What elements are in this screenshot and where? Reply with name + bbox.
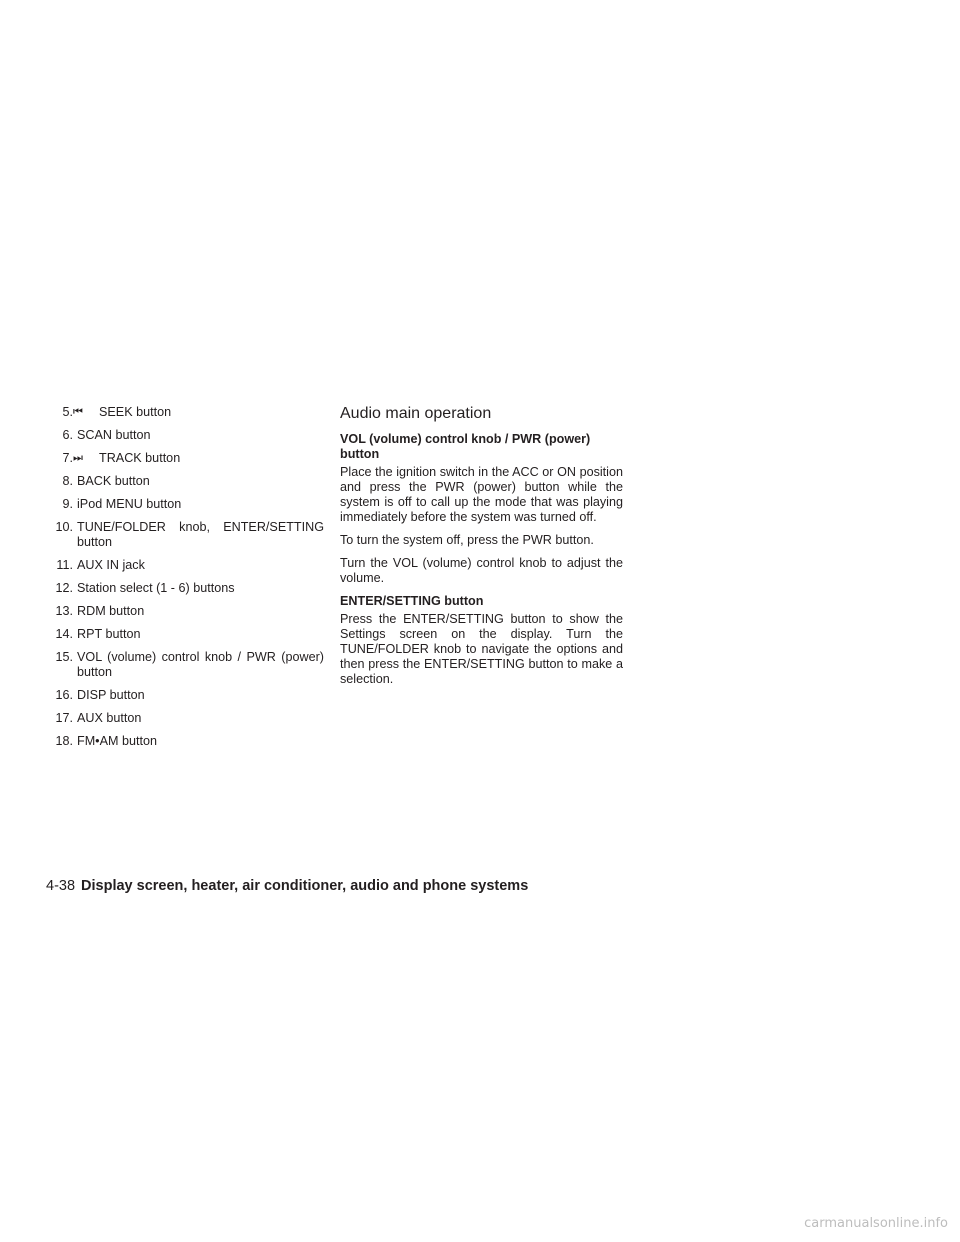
list-label: AUX button: [77, 711, 142, 725]
list-item: [46, 688, 324, 703]
component-list: [46, 405, 324, 757]
list-item: [46, 581, 324, 596]
list-label: TUNE/FOLDER knob, ENTER/SETTING button: [77, 520, 324, 549]
list-label: DISP button: [77, 688, 145, 702]
list-label: SEEK button: [99, 405, 172, 419]
list-number: 13.: [55, 604, 73, 618]
list-label: iPod MENU button: [77, 497, 182, 511]
list-item: [46, 428, 324, 443]
list-item: [46, 604, 324, 619]
chapter-title: Display screen, heater, air conditioner, audio and phone systems: [81, 878, 529, 894]
list-number: 15.: [55, 650, 73, 664]
list-number: 16.: [55, 688, 73, 702]
list-label: TRACK button: [99, 451, 181, 465]
list-label: Station select (1 - 6) buttons: [77, 581, 235, 595]
list-number: 12.: [55, 581, 73, 595]
list-number: 14.: [55, 627, 73, 641]
page-footer: [46, 877, 528, 895]
vol-pwr-heading: VOL (volume) control knob / PWR (power) button: [340, 432, 591, 461]
page-number: 4-38: [46, 878, 76, 894]
list-item: [46, 558, 324, 573]
list-label: RDM button: [77, 604, 145, 618]
list-item: [46, 520, 324, 550]
list-item: [46, 405, 324, 420]
list-label: SCAN button: [77, 428, 151, 442]
list-number: 7.: [62, 451, 73, 465]
section-title: Audio main operation: [340, 405, 492, 422]
enter-setting-heading: ENTER/SETTING button: [340, 594, 484, 608]
list-label: AUX IN jack: [77, 558, 145, 572]
paragraph: To turn the system off, press the PWR button.: [340, 533, 594, 547]
audio-operation-section: [340, 404, 623, 695]
list-item: [46, 627, 324, 642]
list-label: VOL (volume) control knob / PWR (power) button: [77, 650, 324, 679]
list-item: [46, 497, 324, 512]
list-label: BACK button: [77, 474, 150, 488]
paragraph: Turn the VOL (volume) control knob to adjust the volume.: [340, 556, 623, 585]
list-number: 6.: [62, 428, 73, 442]
list-number: 8.: [62, 474, 73, 488]
list-number: 10.: [55, 520, 73, 534]
list-item: [46, 451, 324, 466]
list-number: 5.: [62, 405, 73, 419]
paragraph: Press the ENTER/SETTING button to show the Settings screen on the display. Turn the TUNE/FOLDER knob to navigate the options and then press the ENTER/SETTING button to make a selection.: [340, 612, 623, 686]
seek-back-icon: ⏮: [73, 406, 81, 418]
list-number: 9.: [62, 497, 73, 511]
list-item: [46, 650, 324, 680]
list-number: 18.: [55, 734, 73, 748]
list-item: [46, 711, 324, 726]
list-item: [46, 734, 324, 749]
paragraph: Place the ignition switch in the ACC or ON position and press the PWR (power) button while the system is off to call up the mode that was playing immediately before the system was turned off.: [340, 465, 623, 524]
list-number: 11.: [56, 558, 73, 572]
track-forward-icon: ⏭: [73, 452, 81, 464]
list-label: FM•AM button: [77, 734, 157, 748]
list-number: 17.: [55, 711, 73, 725]
list-item: [46, 474, 324, 489]
list-label: RPT button: [77, 627, 141, 641]
watermark: carmanualsonline.info: [804, 1216, 948, 1231]
